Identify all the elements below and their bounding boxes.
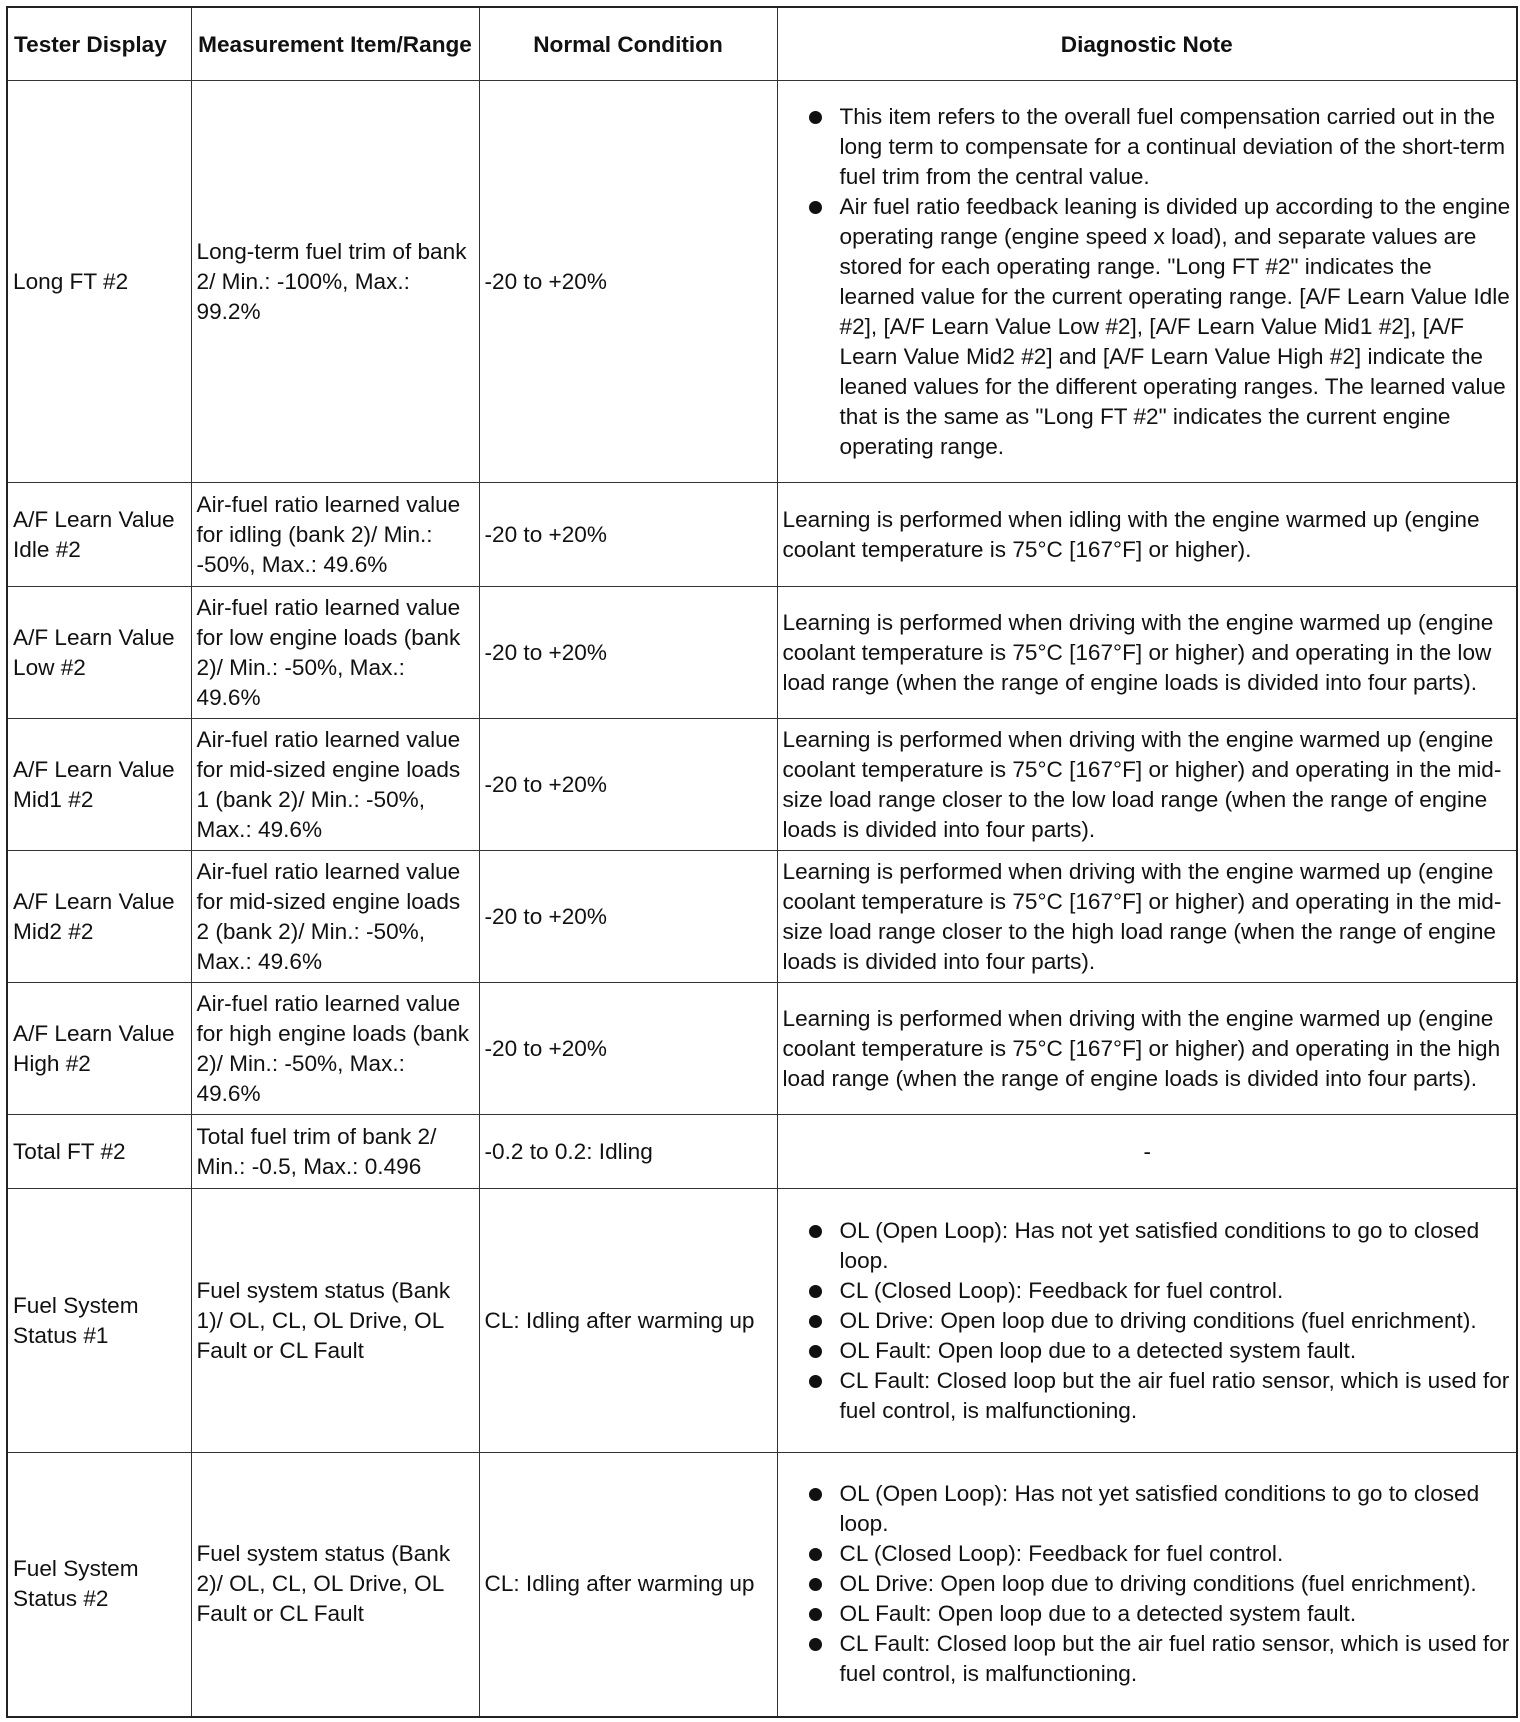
cell-normal-condition: -0.2 to 0.2: Idling xyxy=(479,1115,777,1189)
cell-normal-condition: -20 to +20% xyxy=(479,719,777,851)
note-bullet-item: OL Fault: Open loop due to a detected system fault. xyxy=(840,1336,1513,1366)
cell-measurement-range: Air-fuel ratio learned value for mid-sized engine loads 2 (bank 2)/ Min.: -50%, Max.: 49.6% xyxy=(191,851,479,983)
cell-diagnostic-note: Learning is performed when driving with the engine warmed up (engine coolant temperature is 75°C [167°F] or higher) and operating in the mid-size load range closer to the low load range (when the range of engine loads is divided into four parts). xyxy=(777,719,1517,851)
cell-tester-display: A/F Learn Value High #2 xyxy=(7,983,191,1115)
table-row xyxy=(7,1189,1517,1453)
cell-diagnostic-note: Learning is performed when idling with the engine warmed up (engine coolant temperature is 75°C [167°F] or higher). xyxy=(777,483,1517,587)
cell-measurement-range: Air-fuel ratio learned value for high engine loads (bank 2)/ Min.: -50%, Max.: 49.6% xyxy=(191,983,479,1115)
note-bullet-item: This item refers to the overall fuel compensation carried out in the long term to compensate for a continual deviation of the short-term fuel trim from the central value. xyxy=(840,102,1513,192)
table-row xyxy=(7,1115,1517,1189)
cell-diagnostic-note: Learning is performed when driving with the engine warmed up (engine coolant temperature is 75°C [167°F] or higher) and operating in the low load range (when the range of engine loads is divided into four parts). xyxy=(777,587,1517,719)
cell-diagnostic-note xyxy=(777,81,1517,483)
note-bullet-list xyxy=(790,102,1513,462)
cell-tester-display: A/F Learn Value Mid2 #2 xyxy=(7,851,191,983)
cell-normal-condition: -20 to +20% xyxy=(479,983,777,1115)
note-bullet-item: CL (Closed Loop): Feedback for fuel control. xyxy=(840,1539,1513,1569)
note-bullet-item: CL (Closed Loop): Feedback for fuel control. xyxy=(840,1276,1513,1306)
cell-diagnostic-note: - xyxy=(777,1115,1517,1189)
cell-measurement-range: Fuel system status (Bank 2)/ OL, CL, OL Drive, OL Fault or CL Fault xyxy=(191,1453,479,1717)
cell-tester-display: A/F Learn Value Mid1 #2 xyxy=(7,719,191,851)
note-bullet-item: OL Fault: Open loop due to a detected system fault. xyxy=(840,1599,1513,1629)
table-row xyxy=(7,587,1517,719)
header-measurement: Measurement Item/Range xyxy=(191,7,479,81)
table-row xyxy=(7,1453,1517,1717)
header-tester-display: Tester Display xyxy=(7,7,191,81)
table-row xyxy=(7,851,1517,983)
note-bullet-item: OL Drive: Open loop due to driving conditions (fuel enrichment). xyxy=(840,1569,1513,1599)
note-bullet-item: OL (Open Loop): Has not yet satisfied conditions to go to closed loop. xyxy=(840,1479,1513,1539)
cell-diagnostic-note: Learning is performed when driving with the engine warmed up (engine coolant temperature is 75°C [167°F] or higher) and operating in the high load range (when the range of engine loads is divided into four parts). xyxy=(777,983,1517,1115)
cell-tester-display: A/F Learn Value Low #2 xyxy=(7,587,191,719)
table-row xyxy=(7,81,1517,483)
cell-measurement-range: Total fuel trim of bank 2/ Min.: -0.5, Max.: 0.496 xyxy=(191,1115,479,1189)
cell-normal-condition: -20 to +20% xyxy=(479,483,777,587)
note-bullet-item: Air fuel ratio feedback leaning is divided up according to the engine operating range (engine speed x load), and separate values are stored for each operating range. "Long FT #2" indicates the learned value for the current operating range. [A/F Learn Value Idle #2], [A/F Learn Value Low #2], [A/F Learn Value Mid1 #2], [A/F Learn Value Mid2 #2] and [A/F Learn Value High #2] indicate the leaned values for the different operating ranges. The learned value that is the same as "Long FT #2" indicates the current engine operating range. xyxy=(840,192,1513,462)
note-bullet-list xyxy=(790,1216,1513,1426)
table-header xyxy=(7,7,1517,81)
cell-normal-condition: -20 to +20% xyxy=(479,81,777,483)
header-row xyxy=(7,7,1517,81)
table-body xyxy=(7,81,1517,1717)
cell-tester-display: Long FT #2 xyxy=(7,81,191,483)
cell-tester-display: Fuel System Status #2 xyxy=(7,1453,191,1717)
cell-measurement-range: Long-term fuel trim of bank 2/ Min.: -100%, Max.: 99.2% xyxy=(191,81,479,483)
cell-normal-condition: CL: Idling after warming up xyxy=(479,1453,777,1717)
cell-normal-condition: -20 to +20% xyxy=(479,851,777,983)
cell-tester-display: Total FT #2 xyxy=(7,1115,191,1189)
cell-diagnostic-note: Learning is performed when driving with the engine warmed up (engine coolant temperature is 75°C [167°F] or higher) and operating in the mid-size load range closer to the high load range (when the range of engine loads is divided into four parts). xyxy=(777,851,1517,983)
note-bullet-item: OL (Open Loop): Has not yet satisfied conditions to go to closed loop. xyxy=(840,1216,1513,1276)
cell-diagnostic-note xyxy=(777,1189,1517,1453)
cell-diagnostic-note xyxy=(777,1453,1517,1717)
table-row xyxy=(7,483,1517,587)
diagnostic-table xyxy=(6,6,1518,1718)
note-bullet-list xyxy=(790,1479,1513,1689)
cell-measurement-range: Fuel system status (Bank 1)/ OL, CL, OL Drive, OL Fault or CL Fault xyxy=(191,1189,479,1453)
note-bullet-item: CL Fault: Closed loop but the air fuel ratio sensor, which is used for fuel control, is malfunctioning. xyxy=(840,1629,1513,1689)
cell-tester-display: A/F Learn Value Idle #2 xyxy=(7,483,191,587)
cell-tester-display: Fuel System Status #1 xyxy=(7,1189,191,1453)
note-bullet-item: CL Fault: Closed loop but the air fuel ratio sensor, which is used for fuel control, is malfunctioning. xyxy=(840,1366,1513,1426)
cell-measurement-range: Air-fuel ratio learned value for idling (bank 2)/ Min.: -50%, Max.: 49.6% xyxy=(191,483,479,587)
cell-measurement-range: Air-fuel ratio learned value for mid-sized engine loads 1 (bank 2)/ Min.: -50%, Max.: 49.6% xyxy=(191,719,479,851)
cell-measurement-range: Air-fuel ratio learned value for low engine loads (bank 2)/ Min.: -50%, Max.: 49.6% xyxy=(191,587,479,719)
header-normal-condition: Normal Condition xyxy=(479,7,777,81)
note-bullet-item: OL Drive: Open loop due to driving conditions (fuel enrichment). xyxy=(840,1306,1513,1336)
data-list-table xyxy=(6,6,1516,1718)
table-row xyxy=(7,983,1517,1115)
cell-normal-condition: CL: Idling after warming up xyxy=(479,1189,777,1453)
header-diagnostic-note: Diagnostic Note xyxy=(777,7,1517,81)
table-row xyxy=(7,719,1517,851)
cell-normal-condition: -20 to +20% xyxy=(479,587,777,719)
